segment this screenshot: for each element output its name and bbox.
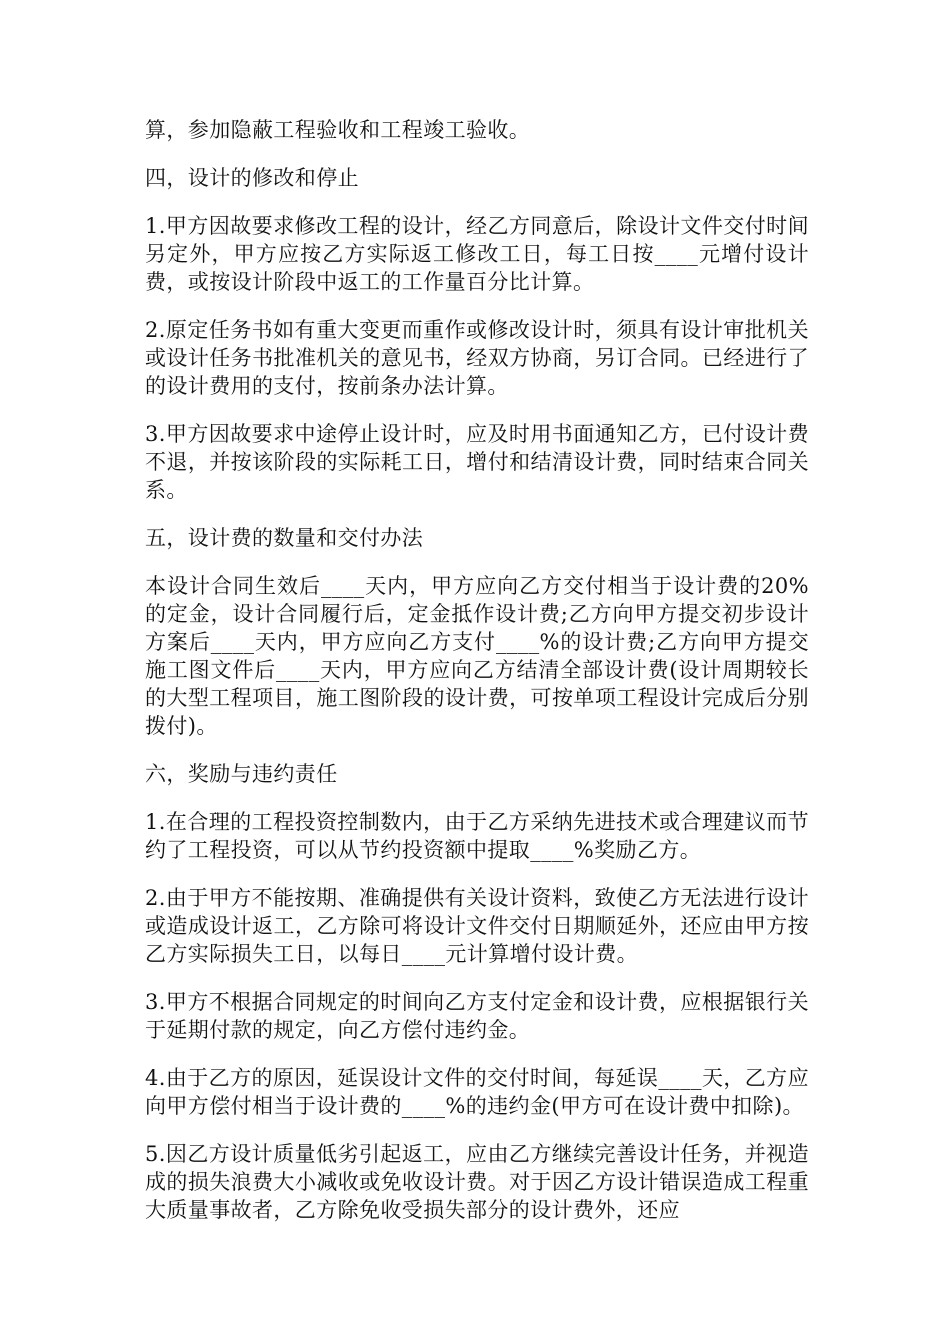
clause-5-body: 本设计合同生效后____天内，甲方应向乙方交付相当于设计费的20%的定金，设计合同履行后，定金抵作设计费;乙方向甲方提交初步设计方案后____天内，甲方应向乙方支付____%的设计费;乙方向甲方提交施工图文件后____天内，甲方应向乙方结清全部设计费(设计周期较长的大型工程项目，施工图阶段的设计费，可按单项工程设计完成后分别拨付)。 [145,574,809,738]
clause-6-3: 3.甲方不根据合同规定的时间向乙方支付定金和设计费，应根据银行关于延期付款的规定，向乙方偿付违约金。 [145,990,809,1042]
clause-4-1: 1.甲方因故要求修改工程的设计，经乙方同意后，除设计文件交付时间另定外，甲方应按乙方实际返工修改工日，每工日按____元增付设计费，或按设计阶段中返工的工作量百分比计算。 [145,214,809,294]
clause-4-3: 3.甲方因故要求中途停止设计时，应及时用书面通知乙方，已付设计费不退，并按该阶段的实际耗工日，增付和结清设计费，同时结束合同关系。 [145,422,809,502]
clause-6-5: 5.因乙方设计质量低劣引起返工，应由乙方继续完善设计任务，并视造成的损失浪费大小减收或免收设计费。对于因乙方设计错误造成工程重大质量事故者，乙方除免收受损失部分的设计费外，还应 [145,1142,809,1222]
clause-6-4: 4.由于乙方的原因，延误设计文件的交付时间，每延误____天，乙方应向甲方偿付相当于设计费的____%的违约金(甲方可在设计费中扣除)。 [145,1066,809,1118]
clause-6-2: 2.由于甲方不能按期、准确提供有关设计资料，致使乙方无法进行设计或造成设计返工，乙方除可将设计文件交付日期顺延外，还应由甲方按乙方实际损失工日，以每日____元计算增付设计费。 [145,886,809,966]
paragraph-continuation: 算，参加隐蔽工程验收和工程竣工验收。 [145,118,531,142]
section-heading-4: 四，设计的修改和停止 [145,166,359,190]
clause-6-1: 1.在合理的工程投资控制数内，由于乙方采纳先进技术或合理建议而节约了工程投资，可以从节约投资额中提取____%奖励乙方。 [145,810,809,862]
section-heading-5: 五，设计费的数量和交付办法 [145,526,424,550]
clause-4-2: 2.原定任务书如有重大变更而重作或修改设计时，须具有设计审批机关或设计任务书批准机关的意见书，经双方协商，另订合同。已经进行了的设计费用的支付，按前条办法计算。 [145,318,809,398]
document-body [145,116,809,1244]
section-heading-6: 六，奖励与违约责任 [145,762,338,786]
